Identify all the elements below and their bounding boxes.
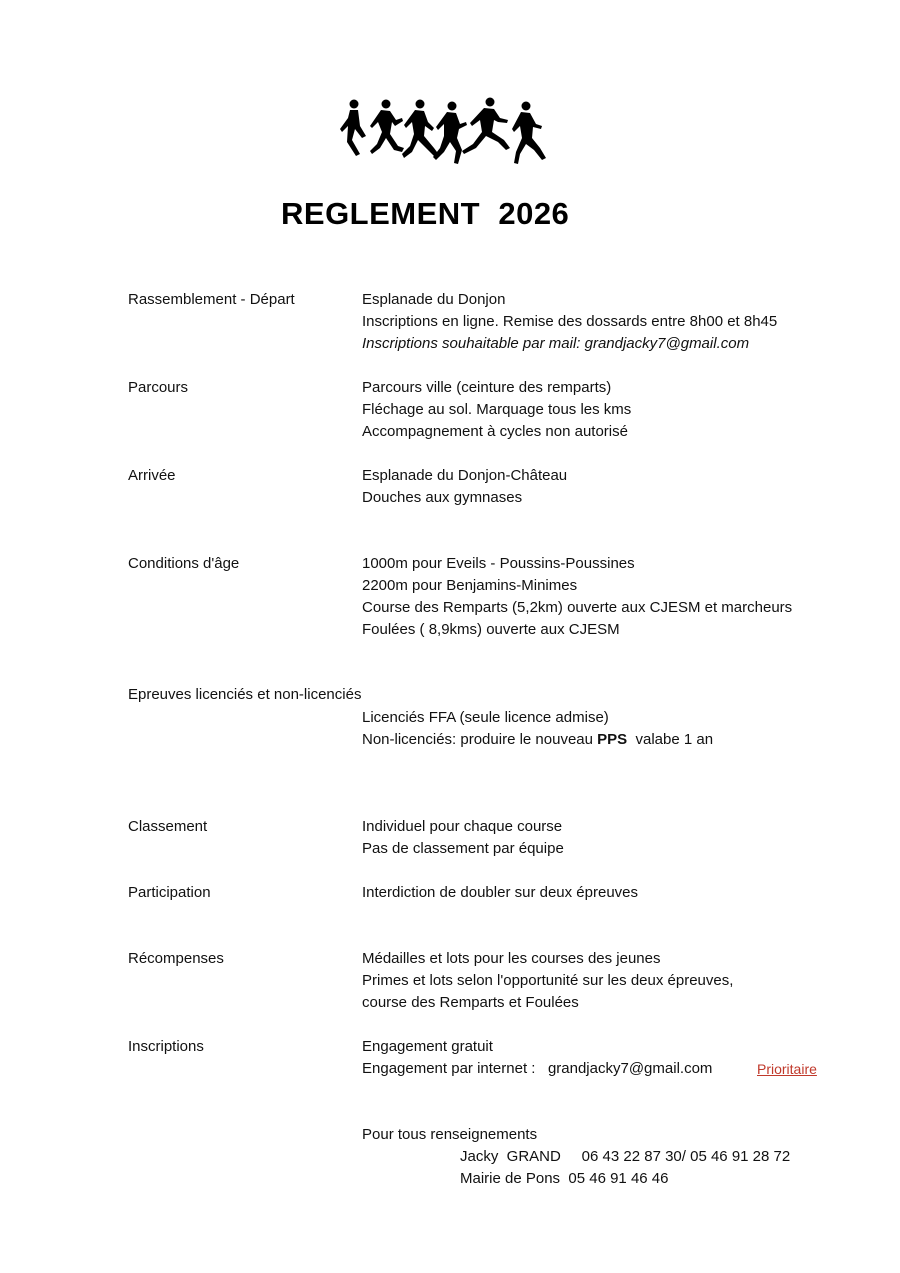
page-title: REGLEMENT 2026 — [281, 196, 570, 231]
contact-line-mairie: Mairie de Pons 05 46 91 46 46 — [460, 1170, 669, 1187]
participation-line: Interdiction de doubler sur deux épreuves — [362, 884, 639, 901]
parcours-line: Parcours ville (ceinture des remparts) — [362, 379, 612, 396]
arrivee-line: Esplanade du Donjon-Château — [362, 467, 568, 484]
recompenses-line: course des Remparts et Foulées — [362, 994, 579, 1011]
classement-line: Pas de classement par équipe — [362, 840, 564, 857]
section-label-recompenses: Récompenses — [128, 950, 224, 967]
runners-silhouette-icon — [340, 96, 550, 168]
pps-bold: PPS — [597, 731, 628, 748]
epreuves-line-text: valabe 1 an — [627, 731, 714, 748]
depart-line: Inscriptions en ligne. Remise des dossards entre 8h00 et 8h45 — [362, 313, 778, 330]
section-label-age: Conditions d'âge — [128, 555, 240, 572]
age-line: Foulées ( 8,9kms) ouverte aux CJESM — [362, 621, 620, 638]
depart-line: Inscriptions souhaitable par mail: grandjacky7@gmail.com — [362, 335, 750, 352]
classement-line: Individuel pour chaque course — [362, 818, 563, 835]
section-label-participation: Participation — [128, 884, 211, 901]
parcours-line: Fléchage au sol. Marquage tous les kms — [362, 401, 632, 418]
section-label-depart: Rassemblement - Départ — [128, 291, 295, 308]
arrivee-line: Douches aux gymnases — [362, 489, 523, 506]
inscriptions-line: Engagement gratuit — [362, 1038, 493, 1055]
contact-line-jacky: Jacky GRAND 06 43 22 87 30/ 05 46 91 28 72 — [460, 1148, 791, 1165]
section-label-arrivee: Arrivée — [128, 467, 176, 484]
section-label-epreuves: Epreuves licenciés et non-licenciés — [128, 686, 362, 703]
prioritaire-link[interactable]: Prioritaire — [757, 1061, 817, 1077]
inscriptions-email-line: Engagement par internet : grandjacky7@gmail.com — [362, 1060, 713, 1077]
section-label-classement: Classement — [128, 818, 208, 835]
age-line: 1000m pour Eveils - Poussins-Poussines — [362, 555, 635, 572]
epreuves-line: Licenciés FFA (seule licence admise) — [362, 709, 609, 726]
age-line: Course des Remparts (5,2km) ouverte aux CJESM et marcheurs — [362, 599, 793, 616]
parcours-line: Accompagnement à cycles non autorisé — [362, 423, 628, 440]
epreuves-line-text: Non-licenciés: produire le nouveau — [362, 731, 598, 748]
contact-heading: Pour tous renseignements — [362, 1126, 538, 1143]
section-label-parcours: Parcours — [128, 379, 189, 396]
recompenses-line: Primes et lots selon l'opportunité sur les deux épreuves, — [362, 972, 734, 989]
recompenses-line: Médailles et lots pour les courses des jeunes — [362, 950, 661, 967]
section-label-inscriptions: Inscriptions — [128, 1038, 204, 1055]
age-line: 2200m pour Benjamins-Minimes — [362, 577, 578, 594]
epreuves-line-pps — [362, 731, 713, 748]
depart-line: Esplanade du Donjon — [362, 291, 506, 308]
